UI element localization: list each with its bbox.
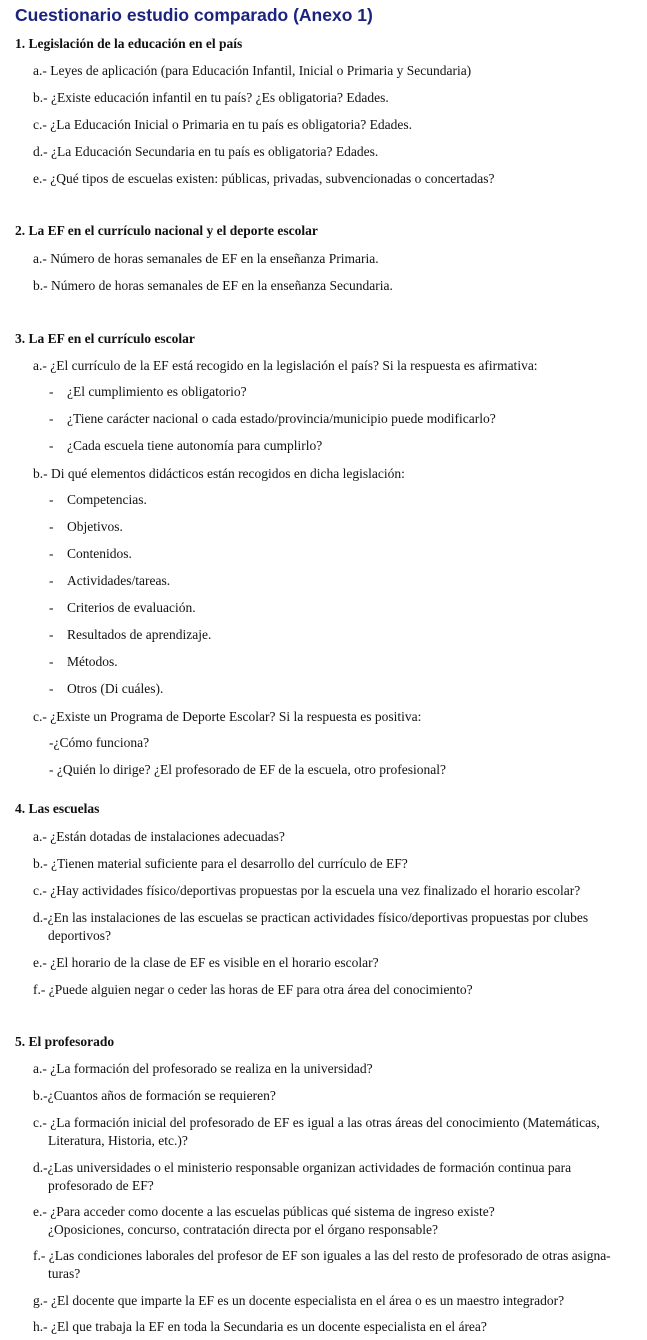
question-5f-line1: f.- ¿Las condiciones laborales del profesor de EF son iguales a las del resto de profesorado de otras asigna- (33, 1248, 611, 1263)
question-1b: b.- ¿Existe educación infantil en tu país? ¿Es obligatoria? Edades. (33, 90, 389, 105)
sub-item-3b-6: Resultados de aprendizaje. (67, 627, 212, 642)
section-heading-3: 3. La EF en el currículo escolar (15, 331, 195, 346)
question-1a: a.- Leyes de aplicación (para Educación Infantil, Inicial o Primaria y Secundaria) (33, 63, 472, 78)
sub-item-3c-1: -¿Cómo funciona? (49, 735, 150, 750)
question-4d (33, 909, 619, 945)
question-5d (33, 1159, 619, 1195)
section-heading-4: 4. Las escuelas (15, 801, 100, 816)
question-5d-line1: d.-¿Las universidades o el ministerio responsable organizan actividades de formación continua para (33, 1160, 572, 1175)
question-5c-line2: Literatura, Historia, etc.)? (48, 1133, 188, 1148)
list-dash: - (49, 438, 54, 453)
question-4b: b.- ¿Tienen material suficiente para el desarrollo del currículo de EF? (33, 856, 408, 871)
list-dash: - (49, 492, 54, 507)
question-5a: a.- ¿La formación del profesorado se realiza en la universidad? (33, 1061, 373, 1076)
question-4a: a.- ¿Están dotadas de instalaciones adecuadas? (33, 829, 285, 844)
document-title: Cuestionario estudio comparado (Anexo 1) (15, 5, 373, 25)
sub-item-3a-2: ¿Tiene carácter nacional o cada estado/provincia/municipio puede modificarlo? (67, 411, 496, 426)
question-5b: b.-¿Cuantos años de formación se requieren? (33, 1088, 276, 1103)
question-4d-line1: d.-¿En las instalaciones de las escuelas se practican actividades físico/deportivas propuestas por clubes (33, 910, 589, 925)
question-3a: a.- ¿El currículo de la EF está recogido en la legislación el país? Si la respuesta es afirmativa: (33, 358, 538, 373)
question-5e-line1: e.- ¿Para acceder como docente a las escuelas públicas qué sistema de ingreso existe? (33, 1204, 495, 1219)
question-4d-line2: deportivos? (48, 928, 111, 943)
list-dash: - (49, 546, 54, 561)
section-heading-5: 5. El profesorado (15, 1034, 115, 1049)
question-5e-line2: ¿Oposiciones, concurso, contratación directa por el órgano responsable? (48, 1222, 438, 1237)
question-5f (33, 1247, 619, 1283)
sub-item-3a-1: ¿El cumplimiento es obligatorio? (67, 384, 247, 399)
question-2b: b.- Número de horas semanales de EF en la enseñanza Secundaria. (33, 278, 393, 293)
list-dash: - (49, 573, 54, 588)
question-1e: e.- ¿Qué tipos de escuelas existen: públicas, privadas, subvencionadas o concertadas? (33, 171, 495, 186)
sub-item-3b-2: Objetivos. (67, 519, 123, 534)
question-2a: a.- Número de horas semanales de EF en la enseñanza Primaria. (33, 251, 379, 266)
list-dash: - (49, 384, 54, 399)
question-5c-line1: c.- ¿La formación inicial del profesorado de EF es igual a las otras áreas del conocimiento (Matemáticas, (33, 1115, 600, 1130)
question-5e (33, 1203, 619, 1239)
list-dash: - (49, 681, 54, 696)
sub-item-3b-4: Actividades/tareas. (67, 573, 171, 588)
list-dash: - (49, 411, 54, 426)
sub-item-3b-3: Contenidos. (67, 546, 132, 561)
question-5c (33, 1114, 619, 1150)
question-4e: e.- ¿El horario de la clase de EF es visible en el horario escolar? (33, 955, 379, 970)
sub-item-3b-8: Otros (Di cuáles). (67, 681, 164, 696)
question-3b: b.- Di qué elementos didácticos están recogidos en dicha legislación: (33, 466, 405, 481)
sub-item-3b-5: Criterios de evaluación. (67, 600, 196, 615)
section-heading-1: 1. Legislación de la educación en el país (15, 36, 243, 51)
question-5d-line2: profesorado de EF? (48, 1178, 154, 1193)
sub-item-3a-3: ¿Cada escuela tiene autonomía para cumplirlo? (67, 438, 323, 453)
question-1d: d.- ¿La Educación Secundaria en tu país es obligatoria? Edades. (33, 144, 379, 159)
list-dash: - (49, 627, 54, 642)
sub-item-3b-1: Competencias. (67, 492, 147, 507)
sub-item-3c-2: - ¿Quién lo dirige? ¿El profesorado de EF de la escuela, otro profesional? (49, 762, 446, 777)
section-heading-2: 2. La EF en el currículo nacional y el deporte escolar (15, 223, 318, 238)
sub-item-3b-7: Métodos. (67, 654, 118, 669)
question-5h: h.- ¿El que trabaja la EF en toda la Secundaria es un docente especialista en el área? (33, 1319, 487, 1334)
list-dash: - (49, 654, 54, 669)
question-1c: c.- ¿La Educación Inicial o Primaria en tu país es obligatoria? Edades. (33, 117, 412, 132)
question-5g: g.- ¿El docente que imparte la EF es un docente especialista en el área o es un maestro integrador? (33, 1293, 565, 1308)
list-dash: - (49, 519, 54, 534)
question-4f: f.- ¿Puede alguien negar o ceder las horas de EF para otra área del conocimiento? (33, 982, 473, 997)
question-4c: c.- ¿Hay actividades físico/deportivas propuestas por la escuela una vez finalizado el horario escolar? (33, 883, 581, 898)
question-5f-line2: turas? (48, 1266, 81, 1281)
question-3c: c.- ¿Existe un Programa de Deporte Escolar? Si la respuesta es positiva: (33, 709, 422, 724)
list-dash: - (49, 600, 54, 615)
